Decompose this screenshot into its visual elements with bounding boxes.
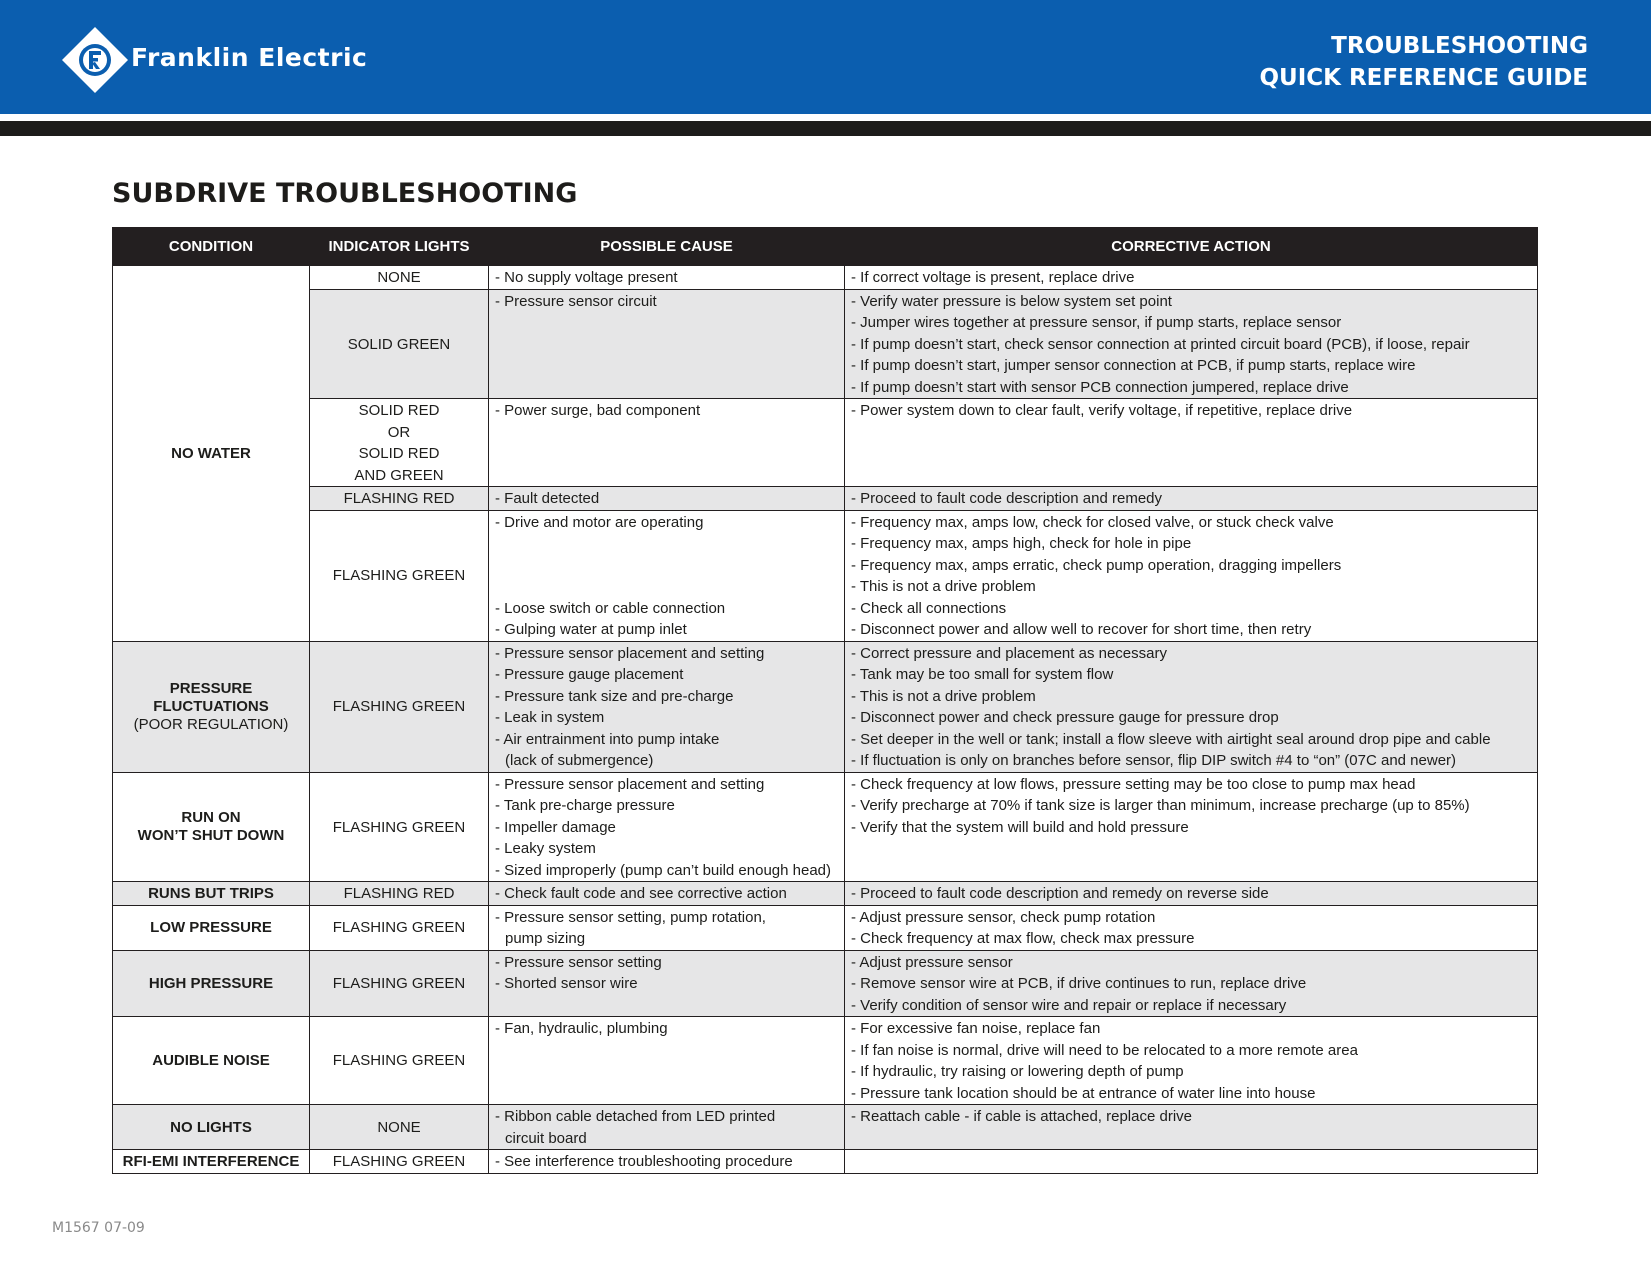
condition-cell: AUDIBLE NOISE — [113, 1017, 310, 1105]
indicator-light-text: NONE — [377, 1118, 421, 1136]
indicator-cell — [310, 289, 489, 399]
cause-item: - Ribbon cable detached from LED printed — [495, 1108, 776, 1125]
indicator-light-text: SOLID GREEN — [347, 335, 451, 353]
cause-item: - See interference troubleshooting procedure — [495, 1153, 793, 1170]
indicator-cell — [310, 1150, 489, 1174]
cause-item — [495, 555, 838, 577]
cause-item: (lack of submergence) — [505, 752, 654, 769]
cause-item: - Sized improperly (pump can’t build enough head) — [495, 861, 832, 879]
table-row — [113, 1017, 1538, 1105]
cause-item: - Fan, hydraulic, plumbing — [495, 1020, 668, 1037]
cause-item: - Pressure sensor placement and setting — [495, 644, 765, 662]
action-item: - Disconnect power and check pressure gauge for pressure drop — [851, 709, 1279, 726]
condition-cell — [113, 641, 310, 772]
column-header-possible-cause: POSSIBLE CAUSE — [489, 228, 845, 266]
indicator-light-text: SOLID RED — [358, 445, 440, 462]
indicator-cell — [310, 882, 489, 906]
cause-cell — [489, 1017, 845, 1105]
cause-item: - Pressure sensor setting — [495, 953, 662, 971]
cause-item: - Shorted sensor wire — [495, 975, 638, 992]
action-item: - For excessive fan noise, replace fan — [851, 1020, 1101, 1037]
table-row — [113, 905, 1538, 950]
indicator-light-text: SOLID RED — [358, 402, 440, 419]
action-item: - Proceed to fault code description and remedy — [851, 490, 1163, 507]
action-item: - Frequency max, amps erratic, check pump operation, dragging impellers — [851, 556, 1342, 574]
action-cell — [845, 772, 1538, 882]
cause-cell — [489, 950, 845, 1017]
indicator-light-text: FLASHING GREEN — [332, 1052, 466, 1070]
franklin-electric-logo-icon — [62, 27, 128, 93]
condition-cell — [113, 772, 310, 882]
cause-item: - Pressure gauge placement — [495, 666, 684, 683]
table-row — [113, 399, 1538, 487]
table-row — [113, 487, 1538, 511]
table-row — [113, 772, 1538, 882]
action-item: - This is not a drive problem — [851, 687, 1036, 705]
cause-item: - Gulping water at pump inlet — [495, 621, 687, 638]
condition-line: PRESSURE — [169, 680, 253, 697]
troubleshooting-table-wrap — [112, 227, 1537, 1174]
condition-cell: RUNS BUT TRIPS — [113, 882, 310, 906]
cause-cell — [489, 1105, 845, 1150]
action-item: - If correct voltage is present, replace drive — [851, 269, 1135, 286]
table-row — [113, 1105, 1538, 1150]
action-item: - If fluctuation is only on branches before sensor, flip DIP switch #4 to “on” (07C and newer) — [851, 752, 1457, 769]
column-header-condition: CONDITION — [113, 228, 310, 266]
cause-item: pump sizing — [505, 930, 586, 947]
indicator-cell — [310, 1105, 489, 1150]
table-row — [113, 266, 1538, 290]
cause-item: - Power surge, bad component — [495, 402, 701, 419]
cause-item: - Fault detected — [495, 490, 600, 507]
action-item: - Tank may be too small for system flow — [851, 666, 1114, 683]
action-cell — [845, 1150, 1538, 1174]
cause-cell — [489, 641, 845, 772]
action-cell — [845, 266, 1538, 290]
table-row — [113, 641, 1538, 772]
action-cell — [845, 1017, 1538, 1105]
action-cell — [845, 289, 1538, 399]
condition-cell: HIGH PRESSURE — [113, 950, 310, 1017]
column-header-corrective-action: CORRECTIVE ACTION — [845, 228, 1538, 266]
indicator-light-text: FLASHING GREEN — [332, 818, 466, 836]
action-item: - Verify water pressure is below system set point — [851, 292, 1172, 310]
action-cell — [845, 950, 1538, 1017]
action-item: - Check frequency at low flows, pressure setting may be too close to pump max head — [851, 775, 1416, 793]
indicator-light-text: FLASHING RED — [343, 490, 455, 507]
cause-item: - Air entrainment into pump intake — [495, 730, 720, 748]
document-code: M1567 07-09 — [52, 1220, 145, 1236]
indicator-light-text: FLASHING RED — [343, 885, 455, 902]
header-bar — [0, 0, 1651, 114]
cause-item: - Pressure sensor setting, pump rotation, — [495, 908, 766, 926]
table-row — [113, 289, 1538, 399]
condition-line: FLUCTUATIONS — [153, 698, 269, 715]
action-item: - Power system down to clear fault, verify voltage, if repetitive, replace drive — [851, 402, 1353, 419]
cause-item: - Tank pre-charge pressure — [495, 797, 675, 814]
table-row — [113, 1150, 1538, 1174]
indicator-cell — [310, 1017, 489, 1105]
action-cell — [845, 487, 1538, 511]
action-item: - Verify precharge at 70% if tank size is larger than minimum, increase precharge (up to 85%) — [851, 797, 1470, 814]
indicator-cell — [310, 487, 489, 511]
condition-cell: RFI-EMI INTERFERENCE — [113, 1150, 310, 1174]
action-item: - Pressure tank location should be at entrance of water line into house — [851, 1084, 1316, 1102]
action-item: - Frequency max, amps low, check for closed valve, or stuck check valve — [851, 513, 1334, 531]
action-item: - Reattach cable - if cable is attached, replace drive — [851, 1108, 1193, 1125]
action-item: - Verify condition of sensor wire and repair or replace if necessary — [851, 996, 1287, 1014]
column-header-indicator-lights: INDICATOR LIGHTS — [310, 228, 489, 266]
action-item: - Adjust pressure sensor — [851, 953, 1013, 971]
cause-item — [495, 533, 838, 555]
condition-cell: NO LIGHTS — [113, 1105, 310, 1150]
cause-cell — [489, 882, 845, 906]
cause-item: - No supply voltage present — [495, 269, 678, 286]
action-item: - If fan noise is normal, drive will need to be relocated to a more remote area — [851, 1041, 1358, 1059]
indicator-light-text: FLASHING GREEN — [332, 1153, 466, 1170]
indicator-light-text: OR — [387, 423, 411, 441]
indicator-light-text: FLASHING GREEN — [332, 975, 466, 992]
indicator-cell — [310, 399, 489, 487]
cause-cell — [489, 487, 845, 511]
cause-cell — [489, 905, 845, 950]
cause-item: - Impeller damage — [495, 818, 616, 836]
action-item: - Jumper wires together at pressure sensor, if pump starts, replace sensor — [851, 314, 1342, 331]
action-cell — [845, 1105, 1538, 1150]
action-item: - Check all connections — [851, 599, 1007, 617]
indicator-light-text: AND GREEN — [354, 466, 444, 484]
condition-cell: LOW PRESSURE — [113, 905, 310, 950]
guide-title — [1259, 30, 1588, 94]
cause-cell — [489, 510, 845, 641]
cause-cell — [489, 1150, 845, 1174]
indicator-light-text: FLASHING GREEN — [332, 567, 466, 585]
header-divider — [0, 121, 1651, 136]
cause-item: - Drive and motor are operating — [495, 513, 704, 531]
cause-cell — [489, 399, 845, 487]
indicator-light-text: NONE — [377, 269, 421, 286]
cause-item: - Pressure sensor placement and setting — [495, 775, 765, 793]
page-title: SUBDRIVE TROUBLESHOOTING — [112, 178, 578, 209]
action-item: - Disconnect power and allow well to recover for short time, then retry — [851, 621, 1312, 638]
action-item: - Adjust pressure sensor, check pump rotation — [851, 908, 1156, 926]
table-header-row — [113, 228, 1538, 266]
action-item: - If hydraulic, try raising or lowering depth of pump — [851, 1063, 1184, 1080]
action-item: - If pump doesn’t start with sensor PCB connection jumpered, replace drive — [851, 378, 1349, 396]
action-item: - Proceed to fault code description and remedy on reverse side — [851, 885, 1269, 902]
guide-title-line-2: QUICK REFERENCE GUIDE — [1259, 65, 1588, 91]
cause-cell — [489, 289, 845, 399]
table-row — [113, 882, 1538, 906]
condition-line: RUN ON — [181, 809, 241, 827]
brand-name: Franklin Electric — [131, 43, 368, 72]
guide-title-line-1: TROUBLESHOOTING — [1331, 33, 1588, 59]
cause-item: - Pressure tank size and pre-charge — [495, 687, 734, 705]
action-cell — [845, 641, 1538, 772]
cause-item: - Loose switch or cable connection — [495, 599, 726, 617]
table-row — [113, 950, 1538, 1017]
condition-line: WON’T SHUT DOWN — [137, 827, 285, 845]
indicator-cell — [310, 266, 489, 290]
action-item: - If pump doesn’t start, jumper sensor connection at PCB, if pump starts, replace wire — [851, 357, 1416, 374]
cause-item: - Check fault code and see corrective action — [495, 885, 787, 902]
indicator-cell — [310, 641, 489, 772]
indicator-cell — [310, 772, 489, 882]
action-item: - Check frequency at max flow, check max pressure — [851, 930, 1195, 947]
action-cell — [845, 510, 1538, 641]
table-row — [113, 510, 1538, 641]
cause-item: - Leaky system — [495, 840, 596, 857]
cause-item — [495, 576, 838, 598]
action-item: - Correct pressure and placement as necessary — [851, 644, 1167, 662]
action-cell — [845, 399, 1538, 487]
action-item: - Remove sensor wire at PCB, if drive continues to run, replace drive — [851, 975, 1307, 992]
action-item: - Verify that the system will build and hold pressure — [851, 818, 1189, 836]
action-cell — [845, 905, 1538, 950]
indicator-cell — [310, 950, 489, 1017]
cause-item: - Leak in system — [495, 709, 605, 726]
troubleshooting-table — [112, 227, 1538, 1174]
indicator-cell — [310, 510, 489, 641]
action-cell — [845, 882, 1538, 906]
cause-cell — [489, 772, 845, 882]
cause-item: - Pressure sensor circuit — [495, 292, 657, 310]
action-item: - Frequency max, amps high, check for hole in pipe — [851, 535, 1192, 552]
condition-cell: NO WATER — [113, 266, 310, 642]
action-item: - Set deeper in the well or tank; install a flow sleeve with airtight seal around drop pipe and cable — [851, 730, 1491, 748]
condition-subline: (POOR REGULATION) — [133, 716, 289, 733]
cause-item: circuit board — [505, 1129, 587, 1147]
cause-cell — [489, 266, 845, 290]
action-item: - This is not a drive problem — [851, 578, 1036, 595]
indicator-light-text: FLASHING GREEN — [332, 919, 466, 937]
indicator-light-text: FLASHING GREEN — [332, 698, 466, 716]
action-item: - If pump doesn’t start, check sensor connection at printed circuit board (PCB), if loose, repair — [851, 335, 1470, 353]
indicator-cell — [310, 905, 489, 950]
